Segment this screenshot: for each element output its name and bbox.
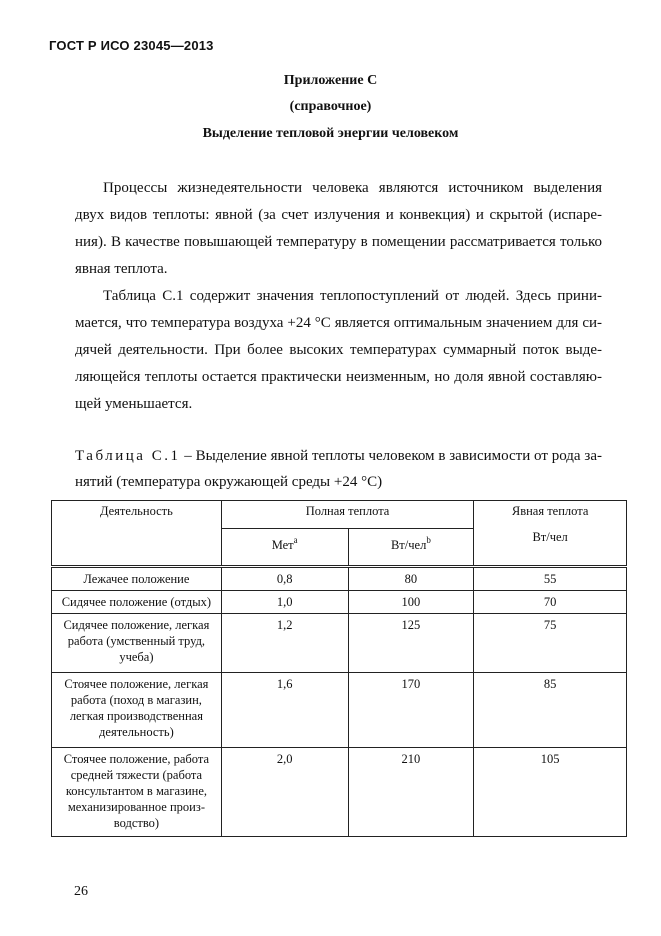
row-met: 1,0 bbox=[221, 591, 348, 614]
header-met-note: a bbox=[293, 535, 298, 546]
appendix-heading: Выделение тепловой энергии человеком bbox=[202, 126, 459, 141]
paragraph-2: Таблица С.1 содержит значения теплопоступлений от людей. Здесь принимается, что температура воздуха +24 °С является оптимальным значением для сидячей деятельности. При более высоких температурах суммарный поток выделяющейся теплоты остается практически неизменным, но доля явной составляющей уменьшается. bbox=[75, 288, 602, 412]
appendix-title: Приложение С bbox=[283, 73, 378, 88]
row-met: 1,2 bbox=[221, 614, 348, 673]
table-row bbox=[52, 748, 627, 837]
table-caption-label: Таблица С.1 bbox=[75, 448, 181, 464]
heat-table bbox=[51, 500, 627, 837]
header-w-note: b bbox=[426, 535, 431, 546]
header-sensible-heat-label: Явная теплота bbox=[511, 504, 589, 518]
row-activity: Стоячее положение, работа средней тяжести (работа консультантом в магазине, механизированное производство) bbox=[52, 748, 222, 837]
row-sensible: 70 bbox=[474, 591, 627, 614]
row-total: 170 bbox=[348, 673, 474, 748]
header-w-per-person bbox=[348, 529, 474, 567]
table-row bbox=[52, 673, 627, 748]
row-activity: Лежачее положение bbox=[52, 567, 222, 591]
header-sensible-heat bbox=[474, 501, 627, 567]
table-row bbox=[52, 567, 627, 591]
paragraph-1: Процессы жизнедеятельности человека являются источником выделения двух видов теплоты: явной (за счет излучения и конвекция) и скрытой (испарения). В качестве повышающей температуру в помещении рассматривается только явная теплота. bbox=[75, 180, 602, 277]
row-activity: Сидячее положение (отдых) bbox=[52, 591, 222, 614]
row-met: 0,8 bbox=[221, 567, 348, 591]
row-sensible: 75 bbox=[474, 614, 627, 673]
standard-header: ГОСТ Р ИСО 23045—2013 bbox=[49, 38, 214, 53]
row-activity: Сидячее положение, легкая работа (умственный труд, учеба) bbox=[52, 614, 222, 673]
table-row bbox=[52, 614, 627, 673]
row-total: 125 bbox=[348, 614, 474, 673]
table-caption bbox=[75, 443, 602, 495]
row-total: 100 bbox=[348, 591, 474, 614]
row-met: 2,0 bbox=[221, 748, 348, 837]
header-met bbox=[221, 529, 348, 567]
page-number: 26 bbox=[74, 884, 88, 899]
header-sensible-unit: Вт/чел bbox=[532, 530, 568, 544]
row-activity: Стоячее положение, легкая работа (поход в магазин, легкая производственная деятельность) bbox=[52, 673, 222, 748]
appendix-subtitle: (справочное) bbox=[289, 99, 372, 114]
row-sensible: 55 bbox=[474, 567, 627, 591]
row-sensible: 105 bbox=[474, 748, 627, 837]
header-total-heat: Полная теплота bbox=[221, 501, 473, 529]
header-met-label: Мет bbox=[271, 538, 294, 553]
header-activity: Деятельность bbox=[52, 501, 222, 567]
header-w-label: Вт/чел bbox=[390, 538, 427, 553]
row-total: 80 bbox=[348, 567, 474, 591]
row-total: 210 bbox=[348, 748, 474, 837]
row-sensible: 85 bbox=[474, 673, 627, 748]
row-met: 1,6 bbox=[221, 673, 348, 748]
table-row bbox=[52, 591, 627, 614]
table-caption-text: – Выделение явной теплоты человеком в зависимости от рода занятий (температура окружающей среды +24 °С) bbox=[75, 448, 602, 490]
